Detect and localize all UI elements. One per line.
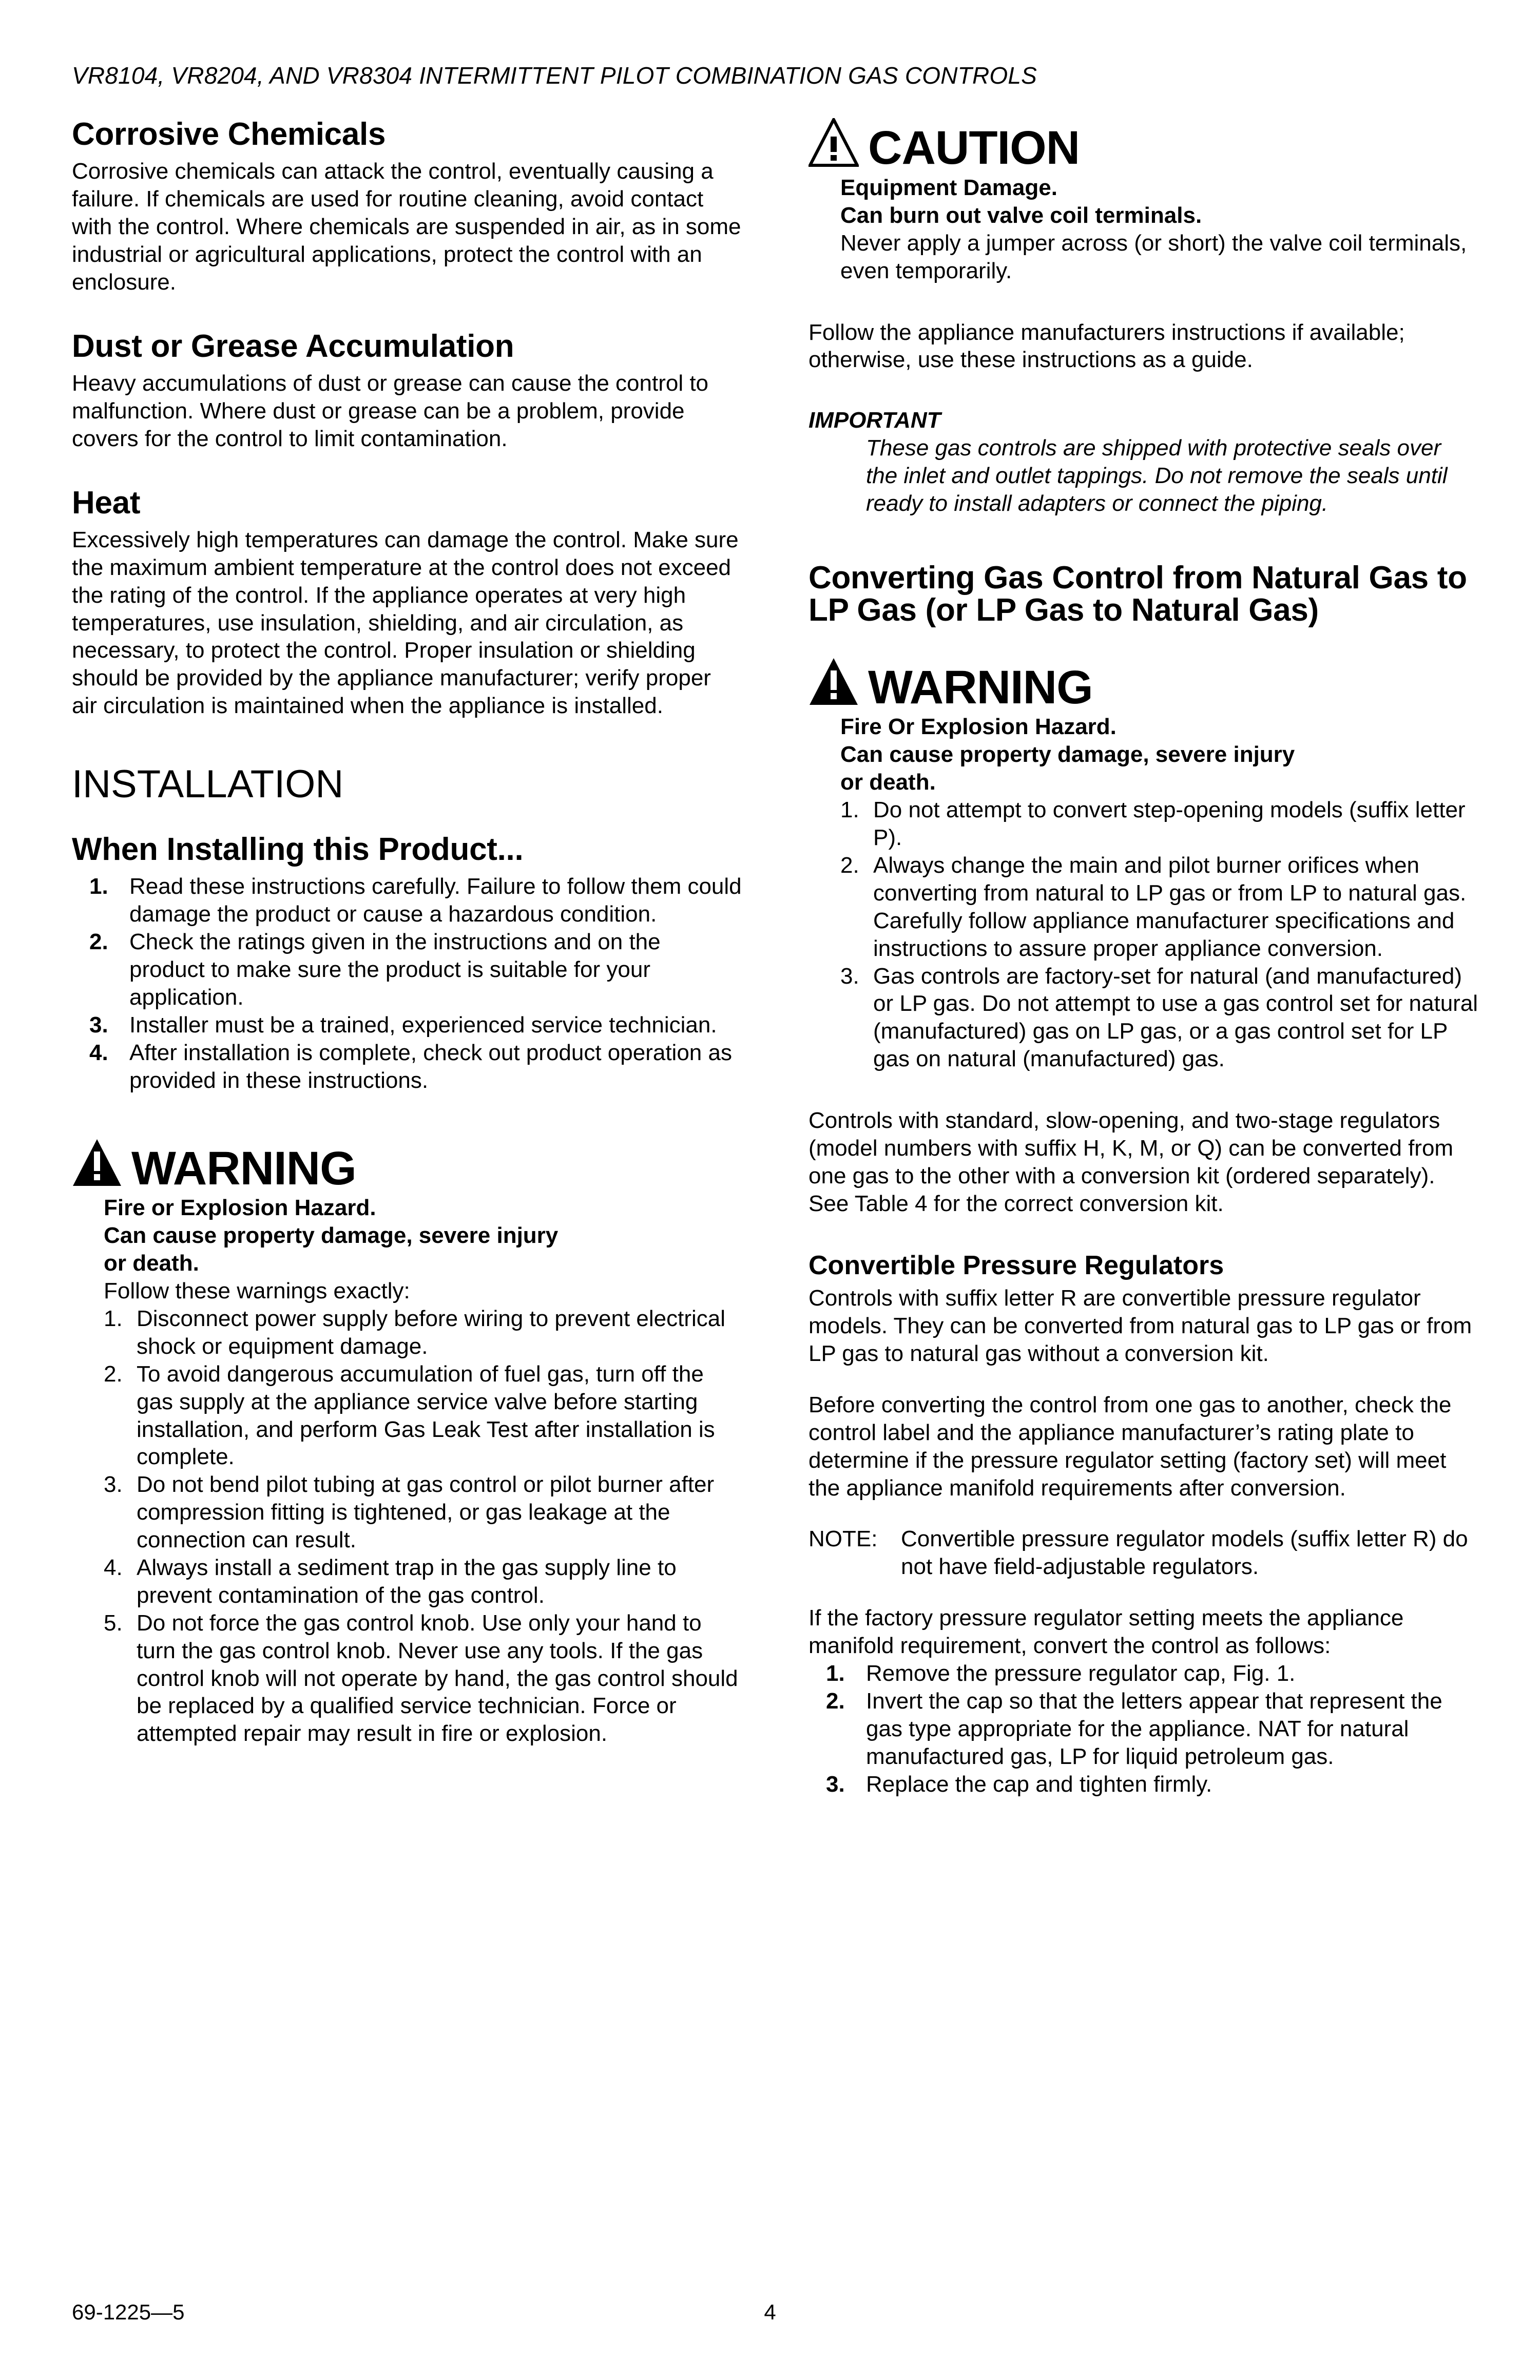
warning-box-left [72, 1138, 742, 1748]
heading-dust-or-grease-accumulation: Dust or Grease Accumulation [72, 328, 514, 364]
important-label: IMPORTANT [808, 408, 941, 433]
list-item [840, 796, 1478, 852]
warning-hazard-line-2: Can cause property damage, severe injury [840, 742, 1295, 767]
list-marker: 3. [840, 963, 859, 989]
spacer [808, 285, 1478, 319]
running-head: VR8104, VR8204, AND VR8304 INTERMITTENT PILOT COMBINATION GAS CONTROLS [72, 62, 1037, 89]
list-text: Do not force the gas control knob. Use only your hand to turn the gas control knob. Never use any tools. If the gas control knob will not operate by hand, the gas control should be replaced by a qualified service technician. Force or attempted repair may result in fire or explosion. [137, 1610, 738, 1746]
list-text: Do not bend pilot tubing at gas control or pilot burner after compression fitting is tightened, or gas leakage at the connection can result. [137, 1472, 715, 1553]
spacer [808, 634, 1478, 657]
warning-word: WARNING [868, 661, 1093, 714]
warning-word: WARNING [131, 1142, 356, 1195]
important-block [808, 408, 1478, 517]
warning-hazard-line-1: Fire or Explosion Hazard. [104, 1195, 376, 1221]
list-text: After installation is complete, check out product operation as provided in these instructions. [129, 1040, 732, 1093]
list-marker: 3. [104, 1472, 123, 1498]
warning-triangle-filled-icon [72, 1138, 122, 1190]
list-item [104, 1554, 742, 1609]
caution-hazard-line-2: Can burn out valve coil terminals. [840, 202, 1202, 228]
list-text: Replace the cap and tighten firmly. [866, 1771, 1212, 1797]
paragraph-dust-or-grease-accumulation: Heavy accumulations of dust or grease can cause the control to malfunction. Where dust or grease can be a problem, provide covers for the control to limit contamination. [72, 370, 709, 451]
list-marker: 2. [104, 1361, 123, 1387]
list-text: Disconnect power supply before wiring to prevent electrical shock or equipment damage. [137, 1306, 726, 1359]
heading-corrosive-chemicals: Corrosive Chemicals [72, 117, 386, 152]
spacer [808, 1368, 1478, 1391]
spacer [72, 720, 742, 764]
heading-installation: INSTALLATION [72, 762, 344, 807]
list-marker: 5. [104, 1610, 123, 1636]
paragraph-convertible-2: Before converting the control from one gas to another, check the control label and the appliance manufacturer’s rating plate to determine if the pressure regulator setting (factory set) will meet the appliance manifold requirements after conversion. [808, 1392, 1452, 1501]
warning-body [72, 1194, 742, 1748]
list-marker: 3. [826, 1771, 845, 1797]
spacer [808, 1502, 1478, 1525]
paragraph-heat: Excessively high temperatures can damage the control. Make sure the maximum ambient temperature at the control does not exceed the rating of the control. If the appliance operates at very high temperatures, use insulation, shielding, and air circulation, as necessary, to protect the control. Proper insulation or shielding should be provided by the appliance manufacturer; verify proper air circulation is maintained when the appliance is installed. [72, 527, 739, 719]
heading-when-installing-this-product: When Installing this Product... [72, 832, 524, 868]
two-column-body [72, 118, 1478, 1798]
list-item [72, 1011, 742, 1039]
caution-body [808, 174, 1478, 285]
page-number: 4 [764, 2300, 776, 2324]
list-text: Always install a sediment trap in the gas supply line to prevent contamination of the gas control. [137, 1555, 677, 1608]
list-warning-right [840, 796, 1478, 1073]
list-marker: 3. [89, 1012, 108, 1038]
caution-hazard-line-1: Equipment Damage. [840, 175, 1057, 200]
list-marker: 2. [826, 1688, 845, 1714]
list-item [72, 873, 742, 928]
paragraph-follow-appliance-manufacturers: Follow the appliance manufacturers instructions if available; otherwise, use these instructions as a guide. [808, 319, 1405, 373]
warning-header [72, 1138, 742, 1195]
list-text: Do not attempt to convert step-opening models (suffix letter P). [873, 797, 1466, 851]
warning-header [808, 657, 1478, 714]
warning-body [808, 713, 1478, 1073]
list-when-installing [72, 873, 742, 1094]
right-column [808, 118, 1478, 1798]
list-marker: 1. [104, 1306, 123, 1332]
list-item [808, 1660, 1478, 1687]
list-text: Installer must be a trained, experienced service technician. [129, 1012, 717, 1038]
important-text: These gas controls are shipped with protective seals over the inlet and outlet tappings. Do not remove the seals until ready to install adapters or connect the piping. [866, 435, 1448, 516]
list-item [104, 1305, 742, 1360]
page-footer [72, 2300, 1468, 2336]
spacer [808, 1581, 1478, 1604]
list-item [104, 1609, 742, 1748]
caution-detail: Never apply a jumper across (or short) the valve coil terminals, even temporarily. [840, 230, 1467, 283]
warning-hazard-line-2: Can cause property damage, severe injury [104, 1223, 559, 1249]
list-marker: 2. [89, 929, 108, 955]
list-text: Check the ratings given in the instructions and on the product to make sure the product is suitable for your application. [129, 929, 661, 1010]
list-warning-left [104, 1305, 742, 1748]
list-marker: 1. [826, 1661, 845, 1686]
list-marker: 2. [840, 852, 859, 878]
list-item [840, 852, 1478, 963]
caution-box [808, 118, 1478, 285]
paragraph-if-factory-setting: If the factory pressure regulator setting meets the appliance manifold requirement, convert the control as follows: [808, 1605, 1404, 1659]
spacer [72, 296, 742, 330]
warning-hazard-line-1: Fire Or Explosion Hazard. [840, 714, 1116, 740]
note-label: NOTE: [808, 1526, 878, 1552]
warning-hazard-line-3: or death. [840, 770, 936, 795]
heading-convertible-pressure-regulators: Convertible Pressure Regulators [808, 1250, 1224, 1280]
warning-hazard-line-3: or death. [104, 1251, 199, 1276]
document-number: 69-1225—5 [72, 2300, 185, 2324]
note-text: Convertible pressure regulator models (suffix letter R) do not have field-adjustable regulators. [901, 1526, 1468, 1580]
list-text: Invert the cap so that the letters appear that represent the gas type appropriate for the appliance. NAT for natural manufactured gas, LP for liquid petroleum gas. [866, 1688, 1442, 1769]
heading-heat: Heat [72, 485, 141, 521]
spacer [72, 453, 742, 487]
spacer [72, 1094, 742, 1138]
left-column [72, 118, 742, 1748]
list-text: Read these instructions carefully. Failure to follow them could damage the product or cause a hazardous condition. [129, 874, 742, 927]
spacer [808, 517, 1478, 562]
heading-converting-gas-control: Converting Gas Control from Natural Gas to LP Gas (or LP Gas to Natural Gas) [808, 560, 1467, 628]
paragraph-controls-with-standard-regulators: Controls with standard, slow-opening, and two-stage regulators (model numbers with suffix H, K, M, or Q) can be converted from one gas to the other with a conversion kit (ordered separately). See Table 4 for the correct conversion kit. [808, 1108, 1454, 1216]
caution-triangle-outline-icon [808, 118, 859, 170]
spacer [808, 374, 1478, 408]
list-marker: 4. [104, 1555, 123, 1581]
list-marker: 1. [840, 797, 859, 823]
list-item [104, 1471, 742, 1554]
list-text: Always change the main and pilot burner orifices when converting from natural to LP gas or from LP to natural gas. Carefully follow appliance manufacturer specifications and instructions to assure proper appliance conversion. [873, 852, 1467, 961]
note-block [808, 1525, 1478, 1581]
warning-triangle-filled-icon [808, 657, 859, 709]
warning-intro: Follow these warnings exactly: [104, 1278, 410, 1304]
warning-box-right [808, 657, 1478, 1073]
list-text: Remove the pressure regulator cap, Fig. 1. [866, 1661, 1296, 1686]
paragraph-corrosive-chemicals: Corrosive chemicals can attack the control, eventually causing a failure. If chemicals are used for routine cleaning, avoid contact with the control. Where chemicals are suspended in air, as in some industrial or agricultural applications, protect the control with an enclosure. [72, 159, 741, 295]
spacer [808, 1218, 1478, 1252]
caution-header [808, 118, 1478, 175]
list-marker: 1. [89, 874, 108, 899]
list-text: Gas controls are factory-set for natural (and manufactured) or LP gas. Do not attempt to use a gas control set for natural (manufactured) gas on LP gas, or a gas control set for LP gas on natural (manufactured) gas. [873, 963, 1478, 1072]
paragraph-convertible-1: Controls with suffix letter R are convertible pressure regulator models. They can be converted from natural gas to LP gas or from LP gas to natural gas without a conversion kit. [808, 1285, 1472, 1366]
list-item [840, 963, 1478, 1073]
caution-word: CAUTION [868, 122, 1080, 175]
list-text: To avoid dangerous accumulation of fuel gas, turn off the gas supply at the appliance service valve before starting installation, and perform Gas Leak Test after installation is complete. [137, 1361, 715, 1470]
list-item [72, 928, 742, 1011]
spacer [808, 1073, 1478, 1107]
list-item [72, 1039, 742, 1095]
list-item [104, 1360, 742, 1471]
list-item [808, 1687, 1478, 1771]
list-item [808, 1771, 1478, 1798]
spacer [72, 810, 742, 833]
list-marker: 4. [89, 1040, 108, 1065]
list-conversion-steps [808, 1660, 1478, 1798]
